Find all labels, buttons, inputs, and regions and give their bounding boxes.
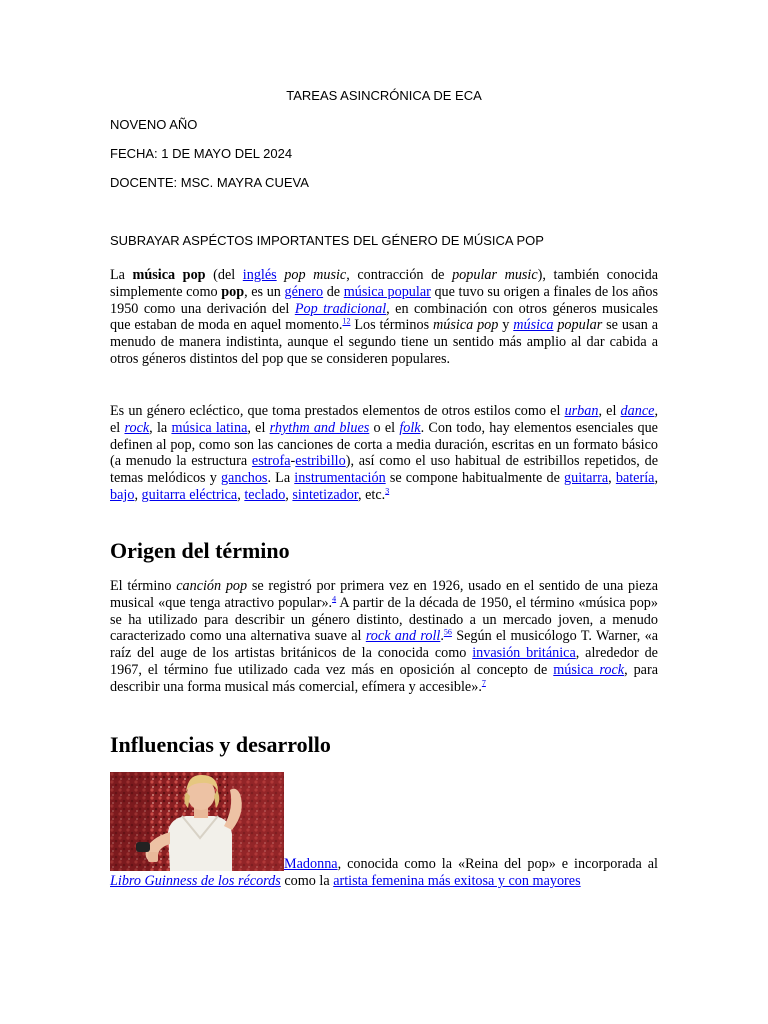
link-guitarra[interactable]: guitarra [564, 470, 609, 487]
link-artista-femenina[interactable]: artista femenina más exitosa y con mayores [333, 872, 581, 889]
link-estribillo[interactable]: estribillo [295, 453, 346, 470]
link-dance[interactable]: dance [620, 403, 655, 419]
link-invasion-britanica[interactable]: invasión británica [472, 645, 576, 662]
teacher-line: DOCENTE: MSC. MAYRA CUEVA [110, 175, 309, 190]
date-line: FECHA: 1 DE MAYO DEL 2024 [110, 146, 293, 161]
footnote-link[interactable]: 12 [342, 316, 351, 326]
link-teclado[interactable]: teclado [244, 486, 286, 503]
link-pop-tradicional[interactable]: Pop tradicional [294, 300, 387, 317]
link-musica-latina[interactable]: música latina [171, 419, 248, 436]
section-heading-influencias: Influencias y desarrollo [110, 732, 331, 757]
section-heading-origen: Origen del término [110, 538, 290, 563]
link-sintetizador[interactable]: sintetizador [292, 486, 359, 503]
link-folk[interactable]: folk [399, 419, 421, 436]
photo-caption: Madonna, conocida como la «Reina del pop» e incorporada al Libro Guinness de los récords como la artista femenina más exitosa y con mayores [110, 856, 658, 889]
link-estrofa[interactable]: estrofa [251, 453, 291, 470]
footnote-link[interactable]: 3 [385, 486, 390, 496]
link-musica-popular[interactable]: música popular [343, 283, 431, 300]
footnote-link[interactable]: 4 [332, 594, 337, 604]
footnote-link[interactable]: 7 [481, 678, 486, 688]
eclectic-paragraph: Es un género ecléctico, que toma prestados elementos de otros estilos como el urban, el dance, el rock, la música latina, el rhythm and blues o el folk. Con todo, hay elementos esenciales que definen al pop, como son las canciones de corta a media duración, escritas en un formato básico (a menudo la estructura estrofa-estribillo), así como el uso habitual de estribillos repetidos, de temas melódicos y ganchos. La instrumentación se compone habitualmente de guitarra, batería, bajo, guitarra eléctrica, teclado, sintetizador, etc.$^3$ [110, 403, 658, 503]
link-bajo[interactable]: bajo [110, 486, 135, 503]
intro-paragraph: La música pop (del inglés pop music, contracción de popular music), también conocida simplemente como pop, es un género de música popular que tuvo su origen a finales de los años 1950 como una derivación del Pop tradicional, en combinación con otros géneros musicales que estaban de moda en aquel momento.$^{12}$ Los términos música pop y música popular se usan a menudo de manera indistinta, aunque el segundo tiene un sentido más amplio al dar cabida a otros géneros distintos del pop que se consideren populares. [110, 267, 659, 367]
origin-paragraph: El término canción pop se registró por primera vez en 1926, usado en el sentido de una pieza musical «que tenga atractivo popular».$^4$ A partir de la década de 1950, el término «música pop» se ha utilizado para describir un género distinto, destinado a un mercado joven, a menudo caracterizado como una alternativa suave al rock and roll.$^{56}$ Según el musicólogo T. Warner, «a raíz del auge de los artistas británicos de la conocida como invasión británica, alrededor de 1967, el término fue utilizado cada vez más en oposición al concepto de música rock, para describir una forma musical más comercial, efímera y accesible».$^7$ [110, 578, 658, 695]
link-musica[interactable]: música [513, 317, 554, 334]
footnote-link[interactable]: 56 [443, 627, 452, 637]
link-urban[interactable]: urban [564, 403, 599, 419]
link-rock-and-roll[interactable]: rock and roll [365, 628, 441, 645]
link-rhythm-and-blues[interactable]: rhythm and blues [269, 419, 370, 436]
link-bateria[interactable]: batería [615, 470, 655, 487]
link-rock[interactable]: rock [124, 419, 150, 436]
link-madonna[interactable]: Madonna [284, 856, 338, 872]
link-genero[interactable]: género [284, 283, 324, 300]
instruction-line: SUBRAYAR ASPÉCTOS IMPORTANTES DEL GÉNERO DE MÚSICA POP [110, 233, 544, 248]
link-ingles[interactable]: inglés [242, 267, 277, 283]
grade-line: NOVENO AÑO [110, 117, 198, 132]
link-musica-rock[interactable]: música rock [553, 661, 625, 678]
link-libro-guinness[interactable]: Libro Guinness de los récords [110, 872, 281, 889]
link-ganchos[interactable]: ganchos [220, 470, 268, 487]
page-title: TAREAS ASINCRÓNICA DE ECA [286, 88, 482, 103]
link-guitarra-electrica[interactable]: guitarra eléctrica [141, 486, 238, 503]
link-instrumentacion[interactable]: instrumentación [294, 470, 386, 487]
